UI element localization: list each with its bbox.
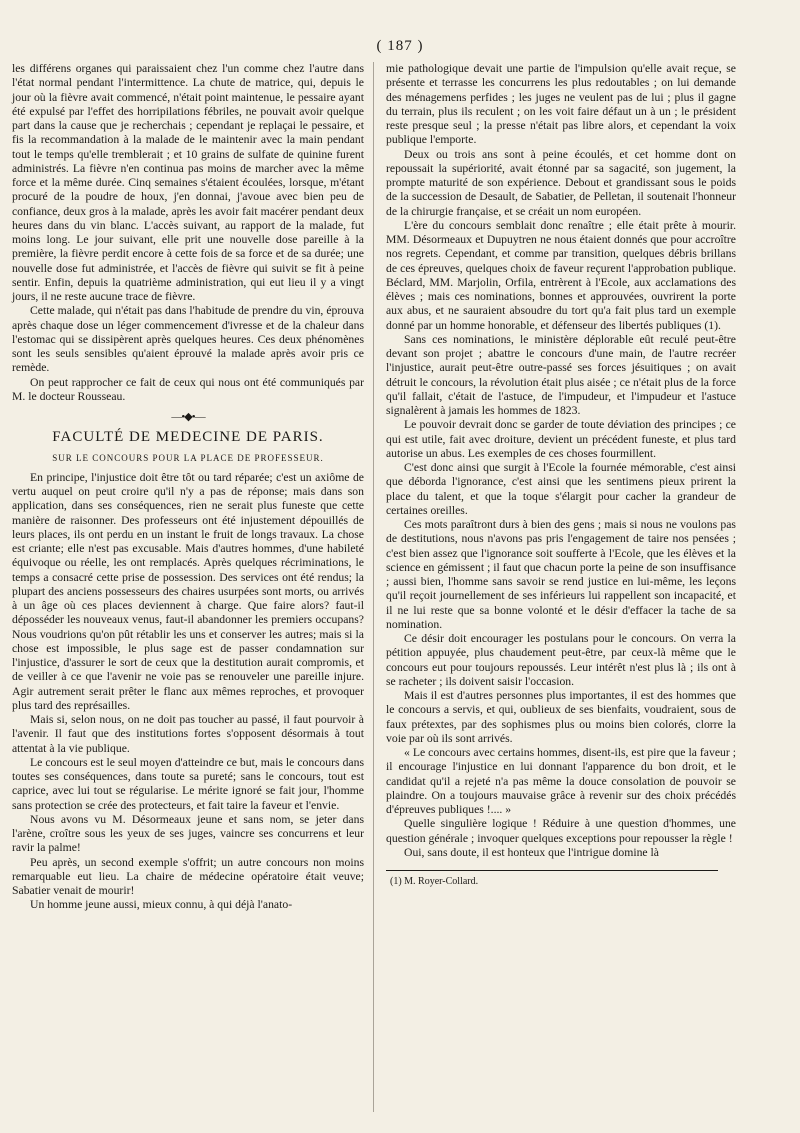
paragraph: « Le concours avec certains hommes, disent-ils, est pire que la faveur ; il encourage l'injustice en lui donnant l'apparence du bon droit, et le candidat qu'il a rejeté n'a pas même la douce consolation de pouvoir se plaindre. On a toujours mauvaise grâce à revenir sur des choix précédés d'épreuves publiques !.... » xyxy=(386,746,736,816)
section-title: FACULTÉ DE MEDECINE DE PARIS. xyxy=(52,429,324,446)
footnote: (1) M. Royer-Collard. xyxy=(390,876,479,887)
paragraph: Cette malade, qui n'était pas dans l'habitude de prendre du vin, éprouva après chaque dose un léger commencement d'ivresse et de la chaleur dans l'estomac qui se dissipèrent après quelques heures. Ces deux phénomènes sont les seuls sensibles qu'aient éprouvé la malade après avoir pris ce remède. xyxy=(12,304,364,375)
paragraph: Ces mots paraîtront durs à bien des gens ; mais si nous ne voulons pas de destitutions, nous n'avons pas pris l'engagement de taire nos pensées ; c'est bien assez que l'ignorance soit soufferte à l'Ecole, que les élèves et la science en gémissent ; il faut que chacun porte la peine de son insuffisance ; aussi bien, l'homme sans savoir se rend justice en lui-même, les leçons qu'il reçoit journellement de ses inférieurs lui rappellent son incapacité, et il ne lui reste que sa bonne volonté et le désir d'effacer la tache de sa nomination. xyxy=(386,518,736,631)
paragraph: Nous avons vu M. Désormeaux jeune et sans nom, se jeter dans l'arène, croître sous les yeux de ses juges, vaincre ses concurrens et leur ravir la palme! xyxy=(12,812,364,855)
paragraph: En principe, l'injustice doit être tôt ou tard réparée; c'est un axiôme de vertu auquel on peut croire qu'il n'y a pas de réponse; mais dans son application, dans ses conséquences, rien ne serait plus funeste que cette manière de raisonner. Des professeurs ont été injustement dépouillés de leurs places, ils ont perdu en un instant le fruit de longs travaux. La chose est criante; elle n'est pas excusable. Mais d'autres hommes, d'une habileté équivoque ou réelle, les ont remplacés. Après quelques récriminations, le temps a consacré cette prise de possession. Des services ont été rendus; la plupart des anciens possesseurs des chaires usurpées sont morts, ou arrivés à un âge où ces places deviennent à charge. Que faire alors? faut-il déposséder les nouveaux venus, faut-il abandonner les premiers occupans? Nous voudrions qu'on pût rétablir les uns et conserver les autres; mais si la chose est impossible, le plus sage est de passer condamnation sur l'injustice, d'assurer le sort de ceux que la destitution aurait compromis, et de veiller à ce que l'avenir ne voie pas se renouveler une pareille injure. Agir autrement serait prêter le flanc aux mêmes reproches, et provoquer plus tard des représailles. xyxy=(12,470,364,712)
paragraph: C'est donc ainsi que surgit à l'Ecole la fournée mémorable, c'est ainsi que déborda l'ignorance, c'est ainsi que les sentimens pieux prirent la place du talent, et que la toque s'élargit pour cacher la grandeur de certaines oreilles. xyxy=(386,461,736,517)
paragraph: Peu après, un second exemple s'offrit; un autre concours non moins remarquable eut lieu. La chaire de médecine opératoire était veuve; Sabatier venait de mourir! xyxy=(12,855,364,897)
section-subtitle: SUR LE CONCOURS POUR LA PLACE DE PROFESSEUR. xyxy=(52,452,324,463)
ornament-divider: —•◆•— xyxy=(171,411,205,423)
paragraph: L'ère du concours semblait donc renaître ; elle était prête à mourir. MM. Désormeaux et Dupuytren ne nous étaient donnés que pour accroître nos regrets. Cependant, et comme par transition, quelques débris brillans de ces épreuves, quelques choix de faveur reçurent l'approbation publique. Béclard, MM. Marjolin, Orfila, entrèrent à l'Ecole, aux acclamations des élèves ; mais ces nominations, bonnes et approuvées, ouvrirent la porte aux abus, et ne sauraient absoudre du tort qu'a fait plus tard un exemple donné par un homme honorable, et défenseur des libertés publiques (1). xyxy=(386,218,736,332)
paragraph: Le concours est le seul moyen d'atteindre ce but, mais le concours dans toutes ses conséquences, dans toute sa pureté; sans le concours, tout est caprice, avec lui tout se régularise. Le mérite ignoré se fait jour, l'homme sans protection se crée des protecteurs, et fait taire la faveur et l'envie. xyxy=(12,755,364,812)
paragraph: Mais il est d'autres personnes plus importantes, il est des hommes que le concours a servis, et qui, oublieux de ses bienfaits, voudraient, sous de faux prétextes, par des sophismes plus ou moins bien colorés, clorre la voie par où ils sont arrivés. xyxy=(386,689,736,745)
left-column xyxy=(12,62,364,913)
paragraph: Deux ou trois ans sont à peine écoulés, et cet homme dont on repoussait la supériorité, avait étonné par sa sagacité, son jugement, la prompte maturité de son expérience. Debout et grandissant sous le poids de la succession de Desault, de Sabatier, de Pelletan, il soutenait l'honneur de la chirurgie française, et se créait un nom européen. xyxy=(386,147,736,218)
column-rule xyxy=(373,62,374,1112)
paragraph: Mais si, selon nous, on ne doit pas toucher au passé, il faut pourvoir à l'avenir. Il faut que des institutions fortes s'opposent désormais à tout attentat à la vie publique. xyxy=(12,713,364,755)
paragraph: Un homme jeune aussi, mieux connu, à qui déjà l'anato- xyxy=(30,898,293,912)
paragraph: Le pouvoir devrait donc se garder de toute déviation des principes ; ce qui est utile, fait avec droiture, devient un précédent funeste, et plus tard autorise un abus. Les exemples de ces choses fourmillent. xyxy=(386,418,736,460)
paragraph: Quelle singulière logique ! Réduire à une question d'hommes, une question générale ; invoquer quelques exceptions pour repousser la règle ! xyxy=(386,817,736,845)
page-number: ( 187 ) xyxy=(376,38,424,54)
paragraph: On peut rapprocher ce fait de ceux qui nous ont été communiqués par M. le docteur Rousseau. xyxy=(12,375,364,403)
paragraph: mie pathologique devait une partie de l'impulsion qu'elle avait reçue, se présente et terrasse les concurrens les plus redoutables ; on lui demande des ménagemens perfides ; les juges ne veulent pas de lui ; plus il gagne du terrain, plus ils reculent ; on les voit faire défaut un à un ; le président reste presque seul ; la presse n'était pas libre alors, et cependant la voix publique l'emporte. xyxy=(386,62,736,147)
paragraph: Oui, sans doute, il est honteux que l'intrigue domine là xyxy=(404,845,659,859)
right-column xyxy=(386,62,736,888)
paragraph: Sans ces nominations, le ministère déplorable eût reculé peut-être devant son projet ; abattre le concours d'une main, de l'autre recréer l'injustice, aurait peut-être outre-passé ses forces jésuitiques ; on avait détruit le concours, la révolution était plus aisée ; ce n'était plus de la force qu'il fallait, c'était de l'astuce, de l'impudeur, et l'impudeur et l'astuce signalèrent à jamais les hommes de 1823. xyxy=(386,332,736,417)
paragraph: Ce désir doit encourager les postulans pour le concours. On verra la pétition appuyée, plus chaudement peut-être, par ceux-là même que le concours eut pour toujours repoussés. Leur intérêt n'est plus là ; ils ont à se racheter ; ils doivent saisir l'occasion. xyxy=(386,632,736,688)
footnote-rule xyxy=(386,870,718,871)
paragraph: les différens organes qui paraissaient chez l'un comme chez l'autre dans l'état normal pendant l'intermittence. La chute de matrice, qui, depuis le jour où la fièvre avait commencé, n'était point maintenue, le pessaire ayant été expulsé par l'effet des horripilations fébriles, ne pouvait avoir quelque part dans la cause que je recherchais ; cependant je replaçai le pessaire, et fis la recommandation à la malade de le maintenir avec la main pendant tout le temps qu'elle tremblerait ; et 10 grains de sulfate de quinine furent administrés. La fièvre n'en continua pas moins de marcher avec la même force et la même durée. Cinq semaines s'étaient écoulées, lorsque, m'étant procuré de la poudre de houx, j'en donnai, j'avoue avec bien peu de confiance, deux gros à la malade, après les avoir fait macérer pendant deux heures dans du vin blanc. L'accès suivant, au rapport de la malade, fut moins long. Le jour suivant, elle prit une nouvelle dose pareille à la première, la fièvre perdit encore à cette fois de sa force et de sa durée; une nouvelle dose fut administrée, et l'accès de fièvre qui suivit se fit à peine sentir. Enfin, depuis la quatrième administration, qui eut lieu il y a vingt jours, il ne reste aucune trace de fièvre. xyxy=(12,62,364,303)
